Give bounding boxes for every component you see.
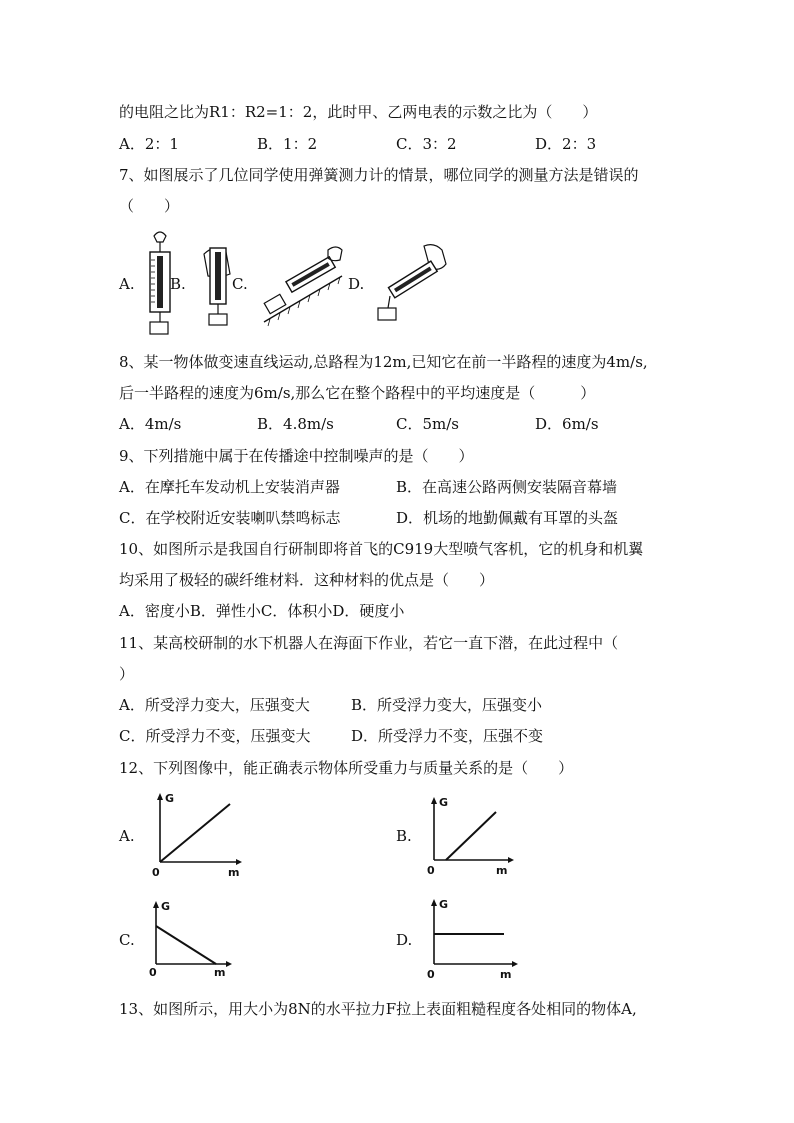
q9-option-a: A．在摩托车发动机上安装消声器 — [119, 478, 340, 496]
q9-option-c: C．在学校附近安装喇叭禁鸣标志 — [119, 509, 341, 527]
graph-a-line — [160, 804, 230, 862]
q6-option-a: A．2：1 — [119, 135, 179, 153]
graph-a-axis-y: G — [165, 792, 175, 805]
q8-option-a: A．4m/s — [119, 415, 182, 433]
q7-label-b: B. — [170, 275, 186, 293]
q12-label-b: B. — [396, 827, 412, 845]
q8-option-d: D．6m/s — [535, 415, 599, 433]
q11-stem-line1: 11、某高校研制的水下机器人在海面下作业，若它一直下潜，在此过程中（ — [119, 634, 619, 652]
q6-option-c: C．3：2 — [396, 135, 457, 153]
q7-paren: （ ） — [119, 197, 180, 215]
graph-d-origin: 0 — [427, 968, 435, 981]
q7-label-a: A. — [119, 275, 135, 293]
graph-c-origin: 0 — [149, 966, 157, 979]
graph-b — [424, 794, 524, 878]
spring-scale-figure-d — [372, 240, 452, 324]
q10-options: A．密度小B．弹性小C．体积小D．硬度小 — [119, 602, 405, 620]
q12-label-d: D. — [396, 931, 413, 949]
q11-stem-line2: ） — [119, 665, 135, 683]
q11-option-b: B．所受浮力变大，压强变小 — [351, 696, 543, 714]
graph-a-axis-x: m — [228, 866, 240, 879]
q7-label-d: D. — [348, 275, 365, 293]
graph-c-line — [156, 926, 216, 964]
graph-d-axis-x: m — [500, 968, 512, 981]
q11-option-c: C．所受浮力不变，压强变大 — [119, 727, 311, 745]
q9-option-d: D．机场的地勤佩戴有耳罩的头盔 — [396, 509, 619, 527]
q12-label-c: C. — [119, 931, 135, 949]
graph-d-axis-y: G — [439, 898, 449, 911]
q7-label-c: C. — [232, 275, 248, 293]
graph-b-axis-x: m — [496, 864, 508, 877]
graph-d — [424, 896, 524, 980]
q11-option-d: D．所受浮力不变，压强不变 — [351, 727, 544, 745]
graph-b-line — [446, 812, 496, 860]
q10-stem-line1: 10、如图所示是我国自行研制即将首飞的C919大型喷气客机，它的机身和机翼 — [119, 540, 644, 558]
graph-c — [146, 898, 246, 980]
q6-stem: 的电阻之比为R1：R2=1：2，此时甲、乙两电表的示数之比为（ ） — [119, 103, 598, 121]
q10-stem-line2: 均采用了极轻的碳纤维材料．这种材料的优点是（ ） — [119, 571, 495, 589]
graph-c-axis-y: G — [161, 900, 171, 913]
q12-stem: 12、下列图像中，能正确表示物体所受重力与质量关系的是（ ） — [119, 759, 574, 777]
spring-scale-figure-c — [258, 236, 344, 328]
q6-option-b: B．1：2 — [257, 135, 318, 153]
graph-b-axis-y: G — [439, 796, 449, 809]
q8-stem-line1: 8、某一物体做变速直线运动,总路程为12m,已知它在前一半路程的速度为4m/s, — [119, 353, 648, 371]
q6-option-d: D．2：3 — [535, 135, 597, 153]
graph-a-origin: 0 — [152, 866, 160, 879]
q9-option-b: B．在高速公路两侧安装隔音幕墙 — [396, 478, 618, 496]
q8-stem-line2: 后一半路程的速度为6m/s,那么它在整个路程中的平均速度是（ ） — [119, 384, 596, 402]
q9-stem: 9、下列措施中属于在传播途中控制噪声的是（ ） — [119, 447, 474, 465]
q7-stem: 7、如图展示了几位同学使用弹簧测力计的情景，哪位同学的测量方法是错误的 — [119, 166, 639, 184]
q13-stem: 13、如图所示，用大小为8N的水平拉力F拉上表面粗糙程度各处相同的物体A, — [119, 1000, 637, 1018]
graph-b-origin: 0 — [427, 864, 435, 877]
q11-option-a: A．所受浮力变大，压强变大 — [119, 696, 310, 714]
q8-option-c: C．5m/s — [396, 415, 459, 433]
graph-c-axis-x: m — [214, 966, 226, 979]
q8-option-b: B．4.8m/s — [257, 415, 334, 433]
graph-a — [150, 790, 250, 880]
q12-label-a: A. — [119, 827, 135, 845]
